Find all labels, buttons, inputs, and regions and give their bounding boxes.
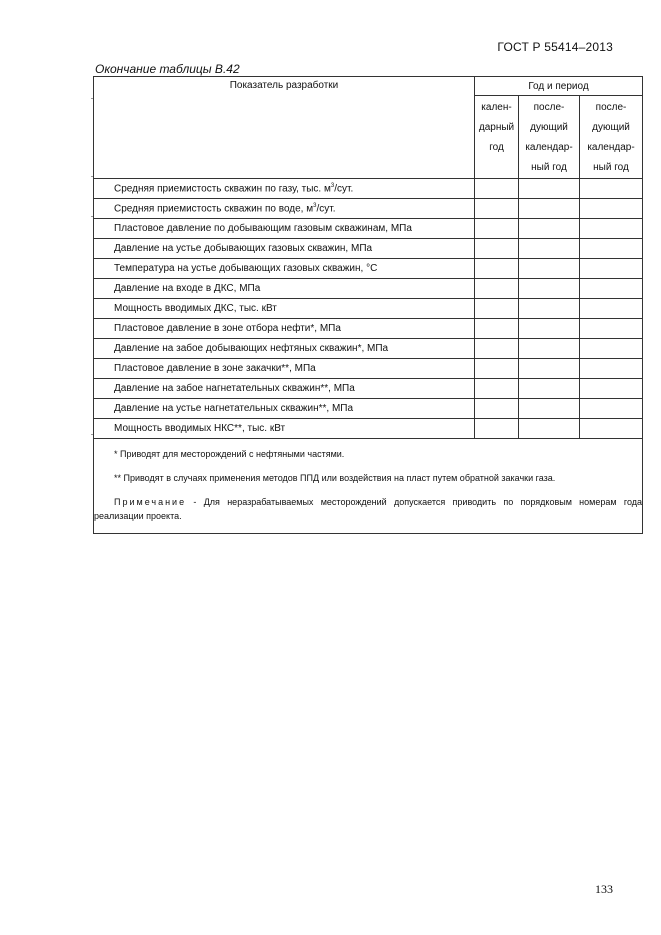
scan-mark <box>91 98 93 99</box>
table-row <box>94 399 643 419</box>
row-label: Средняя приемистость скважин по воде, $м^3$/сут. <box>94 199 475 219</box>
value-cell <box>580 259 643 279</box>
value-cell <box>475 339 519 359</box>
value-cell <box>475 299 519 319</box>
value-cell <box>519 199 580 219</box>
remark <box>94 495 642 523</box>
page-number: 133 <box>595 882 613 896</box>
scan-mark <box>91 176 93 177</box>
table-row <box>94 339 643 359</box>
value-cell <box>519 179 580 199</box>
table-row <box>94 319 643 339</box>
value-cell <box>580 239 643 259</box>
value-cell <box>475 359 519 379</box>
value-cell <box>580 219 643 239</box>
table-row <box>94 299 643 319</box>
table-row <box>94 219 643 239</box>
row-label: Давление на устье нагнетательных скважин**, МПа <box>94 399 475 419</box>
value-cell <box>580 419 643 439</box>
value-cell <box>580 339 643 359</box>
value-cell <box>580 379 643 399</box>
table-row <box>94 359 643 379</box>
indicators-table <box>93 76 643 534</box>
row-label: Мощность вводимых ДКС, тыс. кВт <box>94 299 475 319</box>
footnote: ** Приводят в случаях применения методов ППД или воздействия на пласт путем обратной закачки газа. <box>114 473 556 483</box>
value-cell <box>519 359 580 379</box>
row-label: Давление на устье добывающих газовых скважин, МПа <box>94 239 475 259</box>
table-row <box>94 179 643 199</box>
value-cell <box>580 399 643 419</box>
table-row <box>94 419 643 439</box>
value-cell <box>475 319 519 339</box>
value-cell <box>580 199 643 219</box>
value-cell <box>580 359 643 379</box>
value-cell <box>475 259 519 279</box>
value-cell <box>519 399 580 419</box>
value-cell <box>475 279 519 299</box>
row-label: Мощность вводимых НКС**, тыс. кВт <box>94 419 475 439</box>
value-cell <box>475 199 519 219</box>
value-cell <box>475 419 519 439</box>
value-cell <box>519 239 580 259</box>
standard-number: ГОСТ Р 55414–2013 <box>497 40 613 54</box>
value-cell <box>519 419 580 439</box>
value-cell <box>519 219 580 239</box>
table-continuation-caption: Окончание таблицы В.42 <box>95 62 240 76</box>
row-label: Средняя приемистость скважин по газу, тыс. $м^3$/сут. <box>94 179 475 199</box>
value-cell <box>519 319 580 339</box>
row-label: Пластовое давление по добывающим газовым скважинам, МПа <box>94 219 475 239</box>
value-cell <box>580 179 643 199</box>
value-cell <box>475 379 519 399</box>
value-cell <box>519 339 580 359</box>
row-label: Температура на устье добывающих газовых скважин, °С <box>94 259 475 279</box>
row-label: Пластовое давление в зоне отбора нефти*, МПа <box>94 319 475 339</box>
remark-heading: Примечание <box>114 497 187 507</box>
row-label: Давление на входе в ДКС, МПа <box>94 279 475 299</box>
table-row <box>94 259 643 279</box>
remark-text: - Для неразрабатываемых месторождений допускается приводить по порядковым номерам года реализации проекта. <box>94 497 643 521</box>
value-cell <box>519 279 580 299</box>
scan-mark <box>91 434 93 435</box>
footnote: * Приводят для месторождений с нефтяными частями. <box>114 449 345 459</box>
value-cell <box>475 219 519 239</box>
row-label: Давление на забое нагнетательных скважин**, МПа <box>94 379 475 399</box>
value-cell <box>580 279 643 299</box>
value-cell <box>519 299 580 319</box>
header-subcolumn: после- дующий календар- ный год <box>519 96 580 179</box>
notes-cell <box>94 439 643 534</box>
value-cell <box>475 179 519 199</box>
value-cell <box>580 319 643 339</box>
table-row <box>94 279 643 299</box>
value-cell <box>580 299 643 319</box>
row-label: Пластовое давление в зоне закачки**, МПа <box>94 359 475 379</box>
header-indicator: Показатель разработки <box>94 77 475 179</box>
value-cell <box>519 259 580 279</box>
value-cell <box>475 399 519 419</box>
value-cell <box>475 239 519 259</box>
notes-row <box>94 439 643 534</box>
row-label: Давление на забое добывающих нефтяных скважин*, МПа <box>94 339 475 359</box>
table-row <box>94 379 643 399</box>
scan-mark <box>91 216 93 217</box>
header-subcolumn: после- дующий календар- ный год <box>580 96 643 179</box>
header-year-period: Год и период <box>475 77 643 96</box>
table-row <box>94 199 643 219</box>
table-row <box>94 239 643 259</box>
header-subcolumn: кален- дарный год <box>475 96 519 179</box>
value-cell <box>519 379 580 399</box>
